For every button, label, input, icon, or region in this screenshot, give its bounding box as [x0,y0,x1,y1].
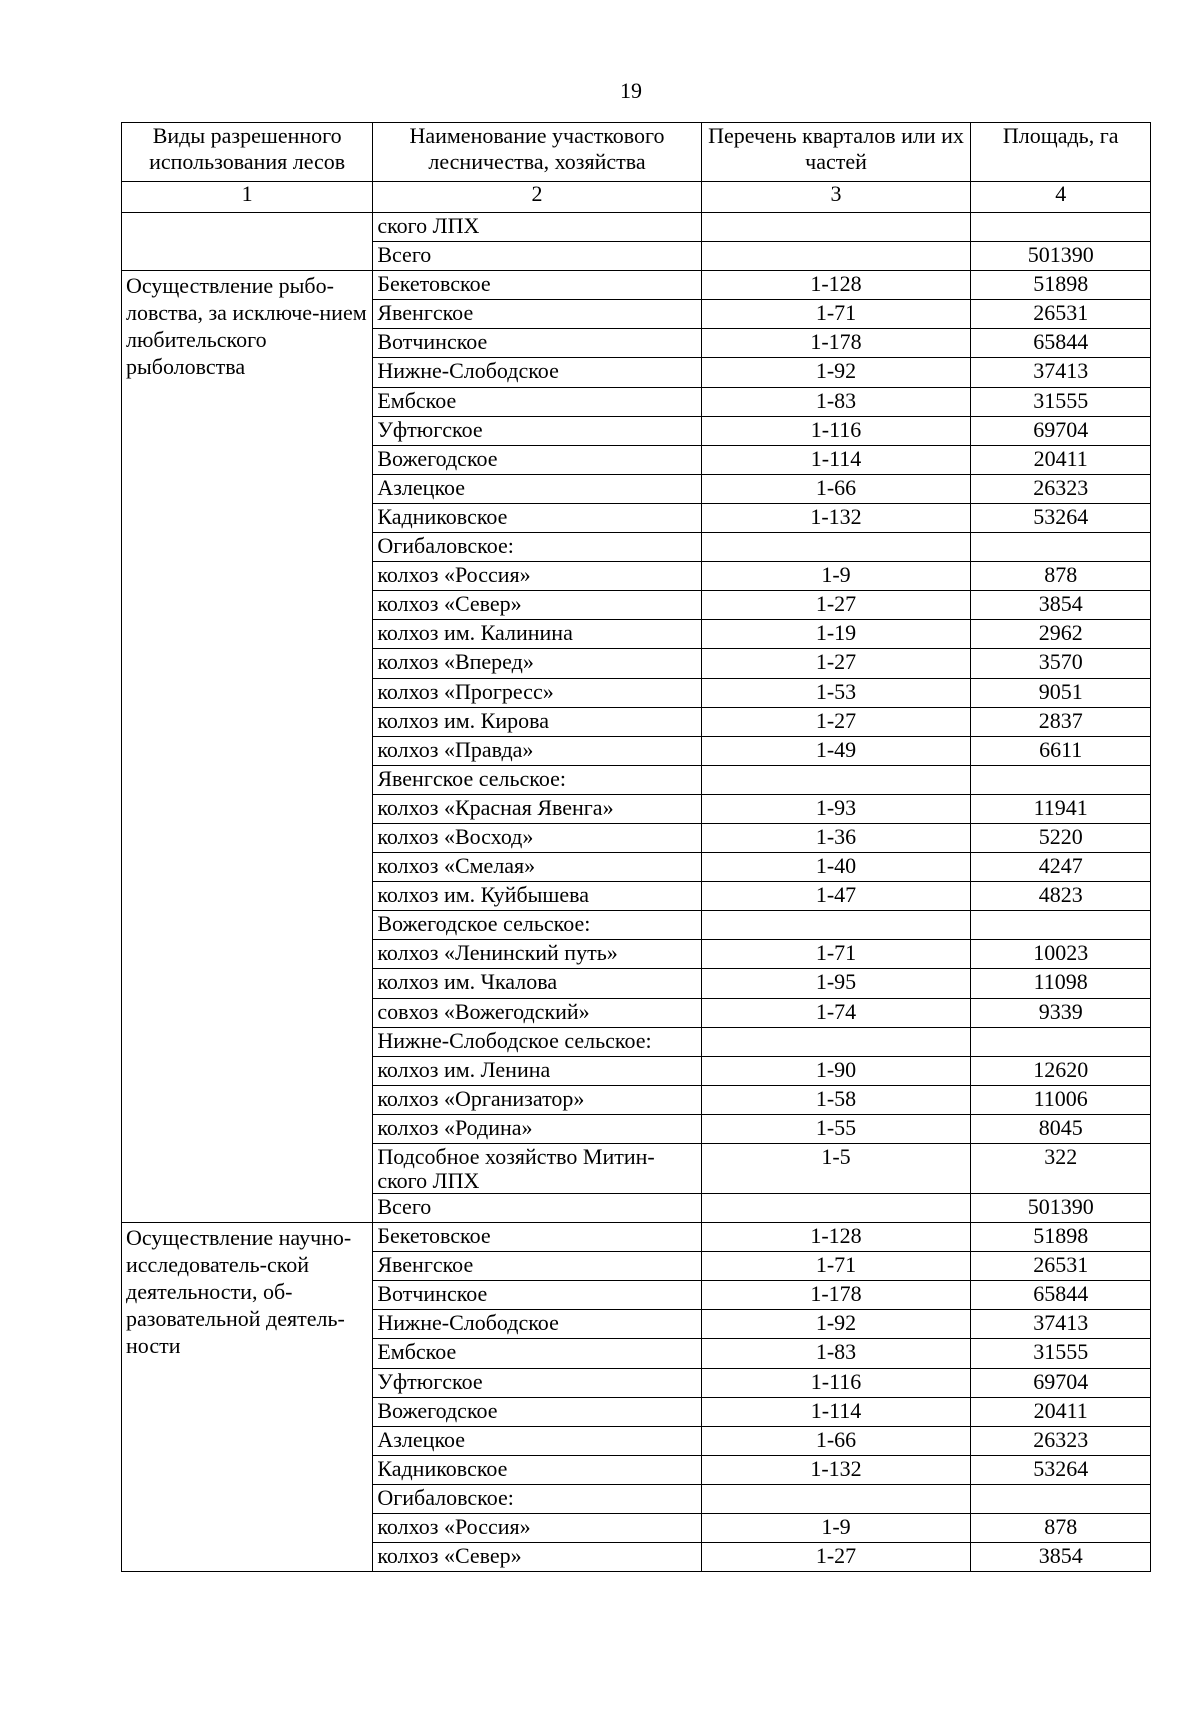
quarters-cell: 1-92 [701,358,971,387]
forestry-name-cell: колхоз «Красная Явенга» [373,794,701,823]
area-cell: 53264 [971,503,1151,532]
quarters-cell [701,213,971,242]
forestry-name-cell: Всего [373,1194,701,1223]
area-cell: 20411 [971,445,1151,474]
forestry-name-cell: совхоз «Вожегодский» [373,998,701,1027]
forestry-name-cell: Нижне-Слободское [373,358,701,387]
forestry-name-cell: Вожегодское сельское: [373,911,701,940]
forestry-name-cell: колхоз им. Ленина [373,1056,701,1085]
forestry-name-cell: колхоз им. Куйбышева [373,882,701,911]
column-number: 2 [373,182,701,213]
area-cell [971,213,1151,242]
forestry-name-cell: ского ЛПХ [373,213,701,242]
forestry-name-cell: колхоз «Россия» [373,1514,701,1543]
area-cell: 2837 [971,707,1151,736]
quarters-cell: 1-71 [701,940,971,969]
area-cell [971,1027,1151,1056]
area-cell: 8045 [971,1114,1151,1143]
header-row [122,123,1151,182]
quarters-cell: 1-55 [701,1114,971,1143]
area-cell: 878 [971,562,1151,591]
quarters-cell: 1-66 [701,474,971,503]
area-cell: 37413 [971,358,1151,387]
area-cell: 65844 [971,329,1151,358]
forestry-name-cell: Вотчинское [373,329,701,358]
forestry-name-cell: колхоз «Север» [373,1543,701,1572]
area-cell: 3570 [971,649,1151,678]
column-number: 1 [122,182,373,213]
column-number: 4 [971,182,1151,213]
table-row [122,213,1151,242]
quarters-cell: 1-66 [701,1426,971,1455]
forestry-name-cell: колхоз «Россия» [373,562,701,591]
forestry-name-cell: колхоз им. Кирова [373,707,701,736]
forestry-name-cell: Вотчинское [373,1281,701,1310]
quarters-cell: 1-93 [701,794,971,823]
area-cell: 9339 [971,998,1151,1027]
column-number-row [122,182,1151,213]
forestry-name-cell: Вожегодское [373,445,701,474]
quarters-cell: 1-95 [701,969,971,998]
forestry-name-cell: Нижне-Слободское [373,1310,701,1339]
area-cell: 3854 [971,591,1151,620]
area-cell: 65844 [971,1281,1151,1310]
header-purpose: Виды разрешенного использования лесов [122,123,373,182]
quarters-cell: 1-27 [701,591,971,620]
quarters-cell: 1-116 [701,416,971,445]
forestry-name-cell: Уфтюгское [373,1368,701,1397]
quarters-cell [701,1027,971,1056]
quarters-cell: 1-74 [701,998,971,1027]
quarters-cell [701,911,971,940]
forestry-name-cell: Азлецкое [373,474,701,503]
forestry-name-cell: Огибаловское: [373,1484,701,1513]
forestry-name-cell: Явенгское [373,300,701,329]
forestry-name-cell: Кадниковское [373,1455,701,1484]
quarters-cell: 1-9 [701,1514,971,1543]
forestry-name-cell: Азлецкое [373,1426,701,1455]
forestry-name-cell: колхоз им. Калинина [373,620,701,649]
area-cell: 51898 [971,271,1151,300]
area-cell [971,911,1151,940]
area-cell: 4247 [971,853,1151,882]
area-cell: 31555 [971,387,1151,416]
area-cell: 322 [971,1144,1151,1194]
header-area: Площадь, га [971,123,1151,182]
area-cell: 20411 [971,1397,1151,1426]
area-cell: 51898 [971,1223,1151,1252]
area-cell: 26323 [971,1426,1151,1455]
quarters-cell: 1-132 [701,503,971,532]
area-cell: 878 [971,1514,1151,1543]
area-cell: 11006 [971,1085,1151,1114]
header-forestry-name: Наименование участкового лесничества, хозяйства [373,123,701,182]
forestry-name-cell: Явенгское сельское: [373,765,701,794]
forestry-name-cell: Нижне-Слободское сельское: [373,1027,701,1056]
table-row [122,1223,1151,1252]
forestry-name-cell: колхоз «Правда» [373,736,701,765]
forestry-name-cell: Огибаловское: [373,533,701,562]
forestry-name-cell: колхоз «Север» [373,591,701,620]
forestry-name-cell: колхоз «Ленинский путь» [373,940,701,969]
table-row [122,271,1151,300]
quarters-cell: 1-19 [701,620,971,649]
forestry-name-cell: Вожегодское [373,1397,701,1426]
quarters-cell: 1-58 [701,1085,971,1114]
quarters-cell: 1-116 [701,1368,971,1397]
forestry-name-cell: Уфтюгское [373,416,701,445]
forestry-name-cell: колхоз «Вперед» [373,649,701,678]
quarters-cell [701,533,971,562]
area-cell: 3854 [971,1543,1151,1572]
quarters-cell: 1-83 [701,387,971,416]
quarters-cell [701,1194,971,1223]
quarters-cell: 1-71 [701,300,971,329]
quarters-cell: 1-71 [701,1252,971,1281]
area-cell: 11098 [971,969,1151,998]
area-cell: 31555 [971,1339,1151,1368]
purpose-cell: Осуществление научно-исследователь-ской деятельности, об-разовательной деятель-ности [122,1223,373,1572]
area-cell: 9051 [971,678,1151,707]
forestry-name-cell: колхоз «Прогресс» [373,678,701,707]
quarters-cell: 1-27 [701,707,971,736]
area-cell: 12620 [971,1056,1151,1085]
area-cell: 69704 [971,416,1151,445]
table-body [122,213,1151,1572]
forestry-name-cell: Кадниковское [373,503,701,532]
area-cell: 53264 [971,1455,1151,1484]
forestry-name-cell: колхоз им. Чкалова [373,969,701,998]
quarters-cell: 1-92 [701,1310,971,1339]
quarters-cell: 1-114 [701,445,971,474]
table-header [122,123,1151,213]
quarters-cell [701,242,971,271]
quarters-cell: 1-83 [701,1339,971,1368]
land-use-table [121,122,1151,1572]
quarters-cell: 1-178 [701,329,971,358]
quarters-cell: 1-132 [701,1455,971,1484]
forestry-name-cell: Явенгское [373,1252,701,1281]
page-number: 19 [620,78,642,103]
area-cell [971,1484,1151,1513]
purpose-cell: Осуществление рыбо-ловства, за исключе-нием любительского рыболовства [122,271,373,1223]
quarters-cell: 1-40 [701,853,971,882]
forestry-name-cell: Всего [373,242,701,271]
quarters-cell: 1-90 [701,1056,971,1085]
area-cell: 5220 [971,823,1151,852]
quarters-cell [701,765,971,794]
area-cell: 2962 [971,620,1151,649]
forestry-name-cell: колхоз «Смелая» [373,853,701,882]
forestry-name-cell: колхоз «Организатор» [373,1085,701,1114]
area-cell: 6611 [971,736,1151,765]
quarters-cell: 1-5 [701,1144,971,1194]
area-cell: 26531 [971,300,1151,329]
forestry-name-cell: Ембское [373,1339,701,1368]
quarters-cell: 1-128 [701,1223,971,1252]
forestry-name-cell: Ембское [373,387,701,416]
quarters-cell: 1-27 [701,1543,971,1572]
area-cell: 4823 [971,882,1151,911]
forestry-name-cell: колхоз «Восход» [373,823,701,852]
quarters-cell: 1-27 [701,649,971,678]
column-number: 3 [701,182,971,213]
quarters-cell: 1-114 [701,1397,971,1426]
forestry-name-cell: Бекетовское [373,1223,701,1252]
area-cell: 10023 [971,940,1151,969]
quarters-cell: 1-53 [701,678,971,707]
forestry-name-cell: Бекетовское [373,271,701,300]
forestry-name-cell: колхоз «Родина» [373,1114,701,1143]
area-cell: 11941 [971,794,1151,823]
area-cell: 26531 [971,1252,1151,1281]
area-cell [971,533,1151,562]
area-cell: 69704 [971,1368,1151,1397]
area-cell: 26323 [971,474,1151,503]
quarters-cell [701,1484,971,1513]
area-cell [971,765,1151,794]
quarters-cell: 1-178 [701,1281,971,1310]
header-quarters: Перечень кварталов или их частей [701,123,971,182]
purpose-cell-continued [122,213,373,271]
area-cell: 501390 [971,1194,1151,1223]
area-cell: 501390 [971,242,1151,271]
forestry-name-cell: Подсобное хозяйство Митин-ского ЛПХ [373,1144,701,1194]
quarters-cell: 1-9 [701,562,971,591]
quarters-cell: 1-128 [701,271,971,300]
quarters-cell: 1-36 [701,823,971,852]
quarters-cell: 1-47 [701,882,971,911]
area-cell: 37413 [971,1310,1151,1339]
quarters-cell: 1-49 [701,736,971,765]
